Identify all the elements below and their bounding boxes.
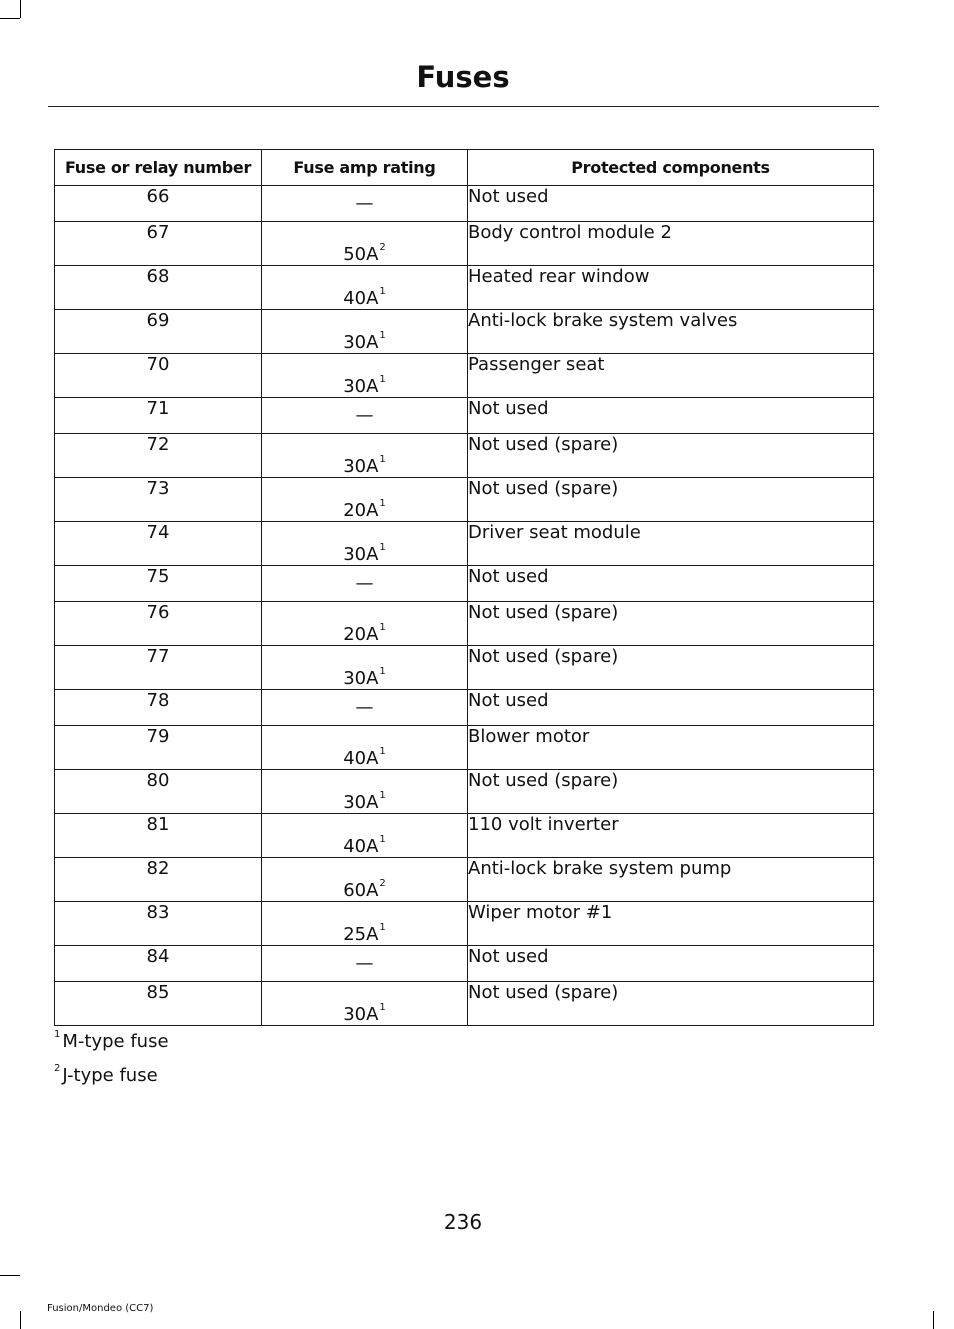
amp-rating: — [355,697,374,718]
table-row [55,902,874,946]
footnote-1 [54,1031,169,1052]
protected-component-cell: Not used [468,690,874,726]
footnote-reference: 1 [379,746,386,757]
amp-rating: 40A [343,288,379,309]
fuse-number-cell: 71 [55,398,262,434]
amp-rating: 30A [343,376,379,397]
table-row [55,566,874,602]
table-row [55,478,874,522]
fuse-number-cell: 84 [55,946,262,982]
table-row [55,186,874,222]
amp-rating: 60A [343,880,379,901]
column-header-amp: Fuse amp rating [262,150,468,186]
amp-rating: — [355,405,374,426]
protected-component-cell: Anti-lock brake system valves [468,310,874,354]
protected-component-cell: Not used (spare) [468,982,874,1026]
amp-rating: — [355,573,374,594]
crop-mark [933,1311,934,1329]
column-header-component: Protected components [468,150,874,186]
table-row [55,946,874,982]
footnote-reference: 1 [379,1002,386,1013]
protected-component-cell: Not used [468,946,874,982]
fuse-amp-cell [262,690,468,726]
fuse-amp-cell [262,902,468,946]
amp-rating: 30A [343,668,379,689]
table-row [55,726,874,770]
footnote-reference: 1 [379,622,386,633]
footnote-reference: 1 [379,542,386,553]
fuse-number-cell: 77 [55,646,262,690]
footnote-text: M-type fuse [62,1031,169,1052]
table-row [55,522,874,566]
fuse-amp-cell [262,566,468,602]
protected-component-cell: Not used [468,566,874,602]
table-row [55,858,874,902]
fuse-number-cell: 73 [55,478,262,522]
fuse-number-cell: 69 [55,310,262,354]
fuse-amp-cell [262,266,468,310]
fuse-number-cell: 82 [55,858,262,902]
fuse-number-cell: 85 [55,982,262,1026]
table-row [55,602,874,646]
table-row [55,222,874,266]
footnote-reference: 1 [379,790,386,801]
fuse-amp-cell [262,354,468,398]
protected-component-cell: Body control module 2 [468,222,874,266]
fuse-table [54,149,874,1026]
amp-rating: 30A [343,332,379,353]
footnote-reference: 1 [379,454,386,465]
protected-component-cell: Not used (spare) [468,770,874,814]
fuse-number-cell: 81 [55,814,262,858]
crop-mark [0,18,20,19]
fuse-number-cell: 78 [55,690,262,726]
fuse-number-cell: 83 [55,902,262,946]
amp-rating: — [355,193,374,214]
table-row [55,266,874,310]
crop-mark [20,1311,21,1329]
footnote-text: J-type fuse [62,1065,158,1086]
fuse-table-body [55,186,874,1026]
fuse-amp-cell [262,398,468,434]
footnote-reference: 1 [379,286,386,297]
title-divider [48,106,879,107]
fuse-number-cell: 74 [55,522,262,566]
protected-component-cell: Passenger seat [468,354,874,398]
amp-rating: 30A [343,456,379,477]
fuse-amp-cell [262,858,468,902]
amp-rating: 20A [343,500,379,521]
fuse-amp-cell [262,726,468,770]
protected-component-cell: Not used (spare) [468,478,874,522]
table-row [55,982,874,1026]
fuse-amp-cell [262,478,468,522]
footnote-reference: 2 [379,242,386,253]
footnote-mark: 2 [54,1063,61,1074]
protected-component-cell: Not used [468,398,874,434]
page-title: Fuses [416,60,510,94]
fuse-number-cell: 79 [55,726,262,770]
footnote-reference: 2 [379,878,386,889]
table-row [55,770,874,814]
fuse-amp-cell [262,186,468,222]
protected-component-cell: Wiper motor #1 [468,902,874,946]
fuse-amp-cell [262,434,468,478]
protected-component-cell: 110 volt inverter [468,814,874,858]
protected-component-cell: Not used (spare) [468,434,874,478]
protected-component-cell: Not used (spare) [468,646,874,690]
crop-mark [20,0,21,18]
protected-component-cell: Anti-lock brake system pump [468,858,874,902]
fuse-number-cell: 80 [55,770,262,814]
footnote-reference: 1 [379,374,386,385]
table-row [55,310,874,354]
amp-rating: 30A [343,1004,379,1025]
crop-mark [0,1275,20,1276]
fuse-amp-cell [262,222,468,266]
amp-rating: — [355,953,374,974]
footnote-reference: 1 [379,834,386,845]
fuse-number-cell: 67 [55,222,262,266]
protected-component-cell: Not used [468,186,874,222]
amp-rating: 50A [343,244,379,265]
table-row [55,398,874,434]
table-header-row [55,150,874,186]
footnote-reference: 1 [379,922,386,933]
footnote-mark: 1 [54,1029,61,1040]
fuse-amp-cell [262,310,468,354]
amp-rating: 20A [343,624,379,645]
column-header-number: Fuse or relay number [55,150,262,186]
protected-component-cell: Heated rear window [468,266,874,310]
fuse-amp-cell [262,982,468,1026]
fuse-amp-cell [262,646,468,690]
table-row [55,354,874,398]
document-id: Fusion/Mondeo (CC7) [47,1303,154,1314]
fuse-amp-cell [262,814,468,858]
fuse-number-cell: 68 [55,266,262,310]
protected-component-cell: Driver seat module [468,522,874,566]
fuse-number-cell: 75 [55,566,262,602]
fuse-amp-cell [262,522,468,566]
footnote-reference: 1 [379,498,386,509]
fuse-amp-cell [262,770,468,814]
amp-rating: 40A [343,836,379,857]
table-row [55,690,874,726]
fuse-amp-cell [262,602,468,646]
fuse-number-cell: 70 [55,354,262,398]
footnote-2 [54,1065,158,1086]
table-row [55,814,874,858]
amp-rating: 30A [343,544,379,565]
table-row [55,646,874,690]
fuse-number-cell: 76 [55,602,262,646]
fuse-amp-cell [262,946,468,982]
footnote-reference: 1 [379,330,386,341]
protected-component-cell: Blower motor [468,726,874,770]
protected-component-cell: Not used (spare) [468,602,874,646]
amp-rating: 40A [343,748,379,769]
amp-rating: 30A [343,792,379,813]
amp-rating: 25A [343,924,379,945]
fuse-number-cell: 72 [55,434,262,478]
page-number: 236 [443,1210,483,1234]
fuse-number-cell: 66 [55,186,262,222]
table-row [55,434,874,478]
footnote-reference: 1 [379,666,386,677]
